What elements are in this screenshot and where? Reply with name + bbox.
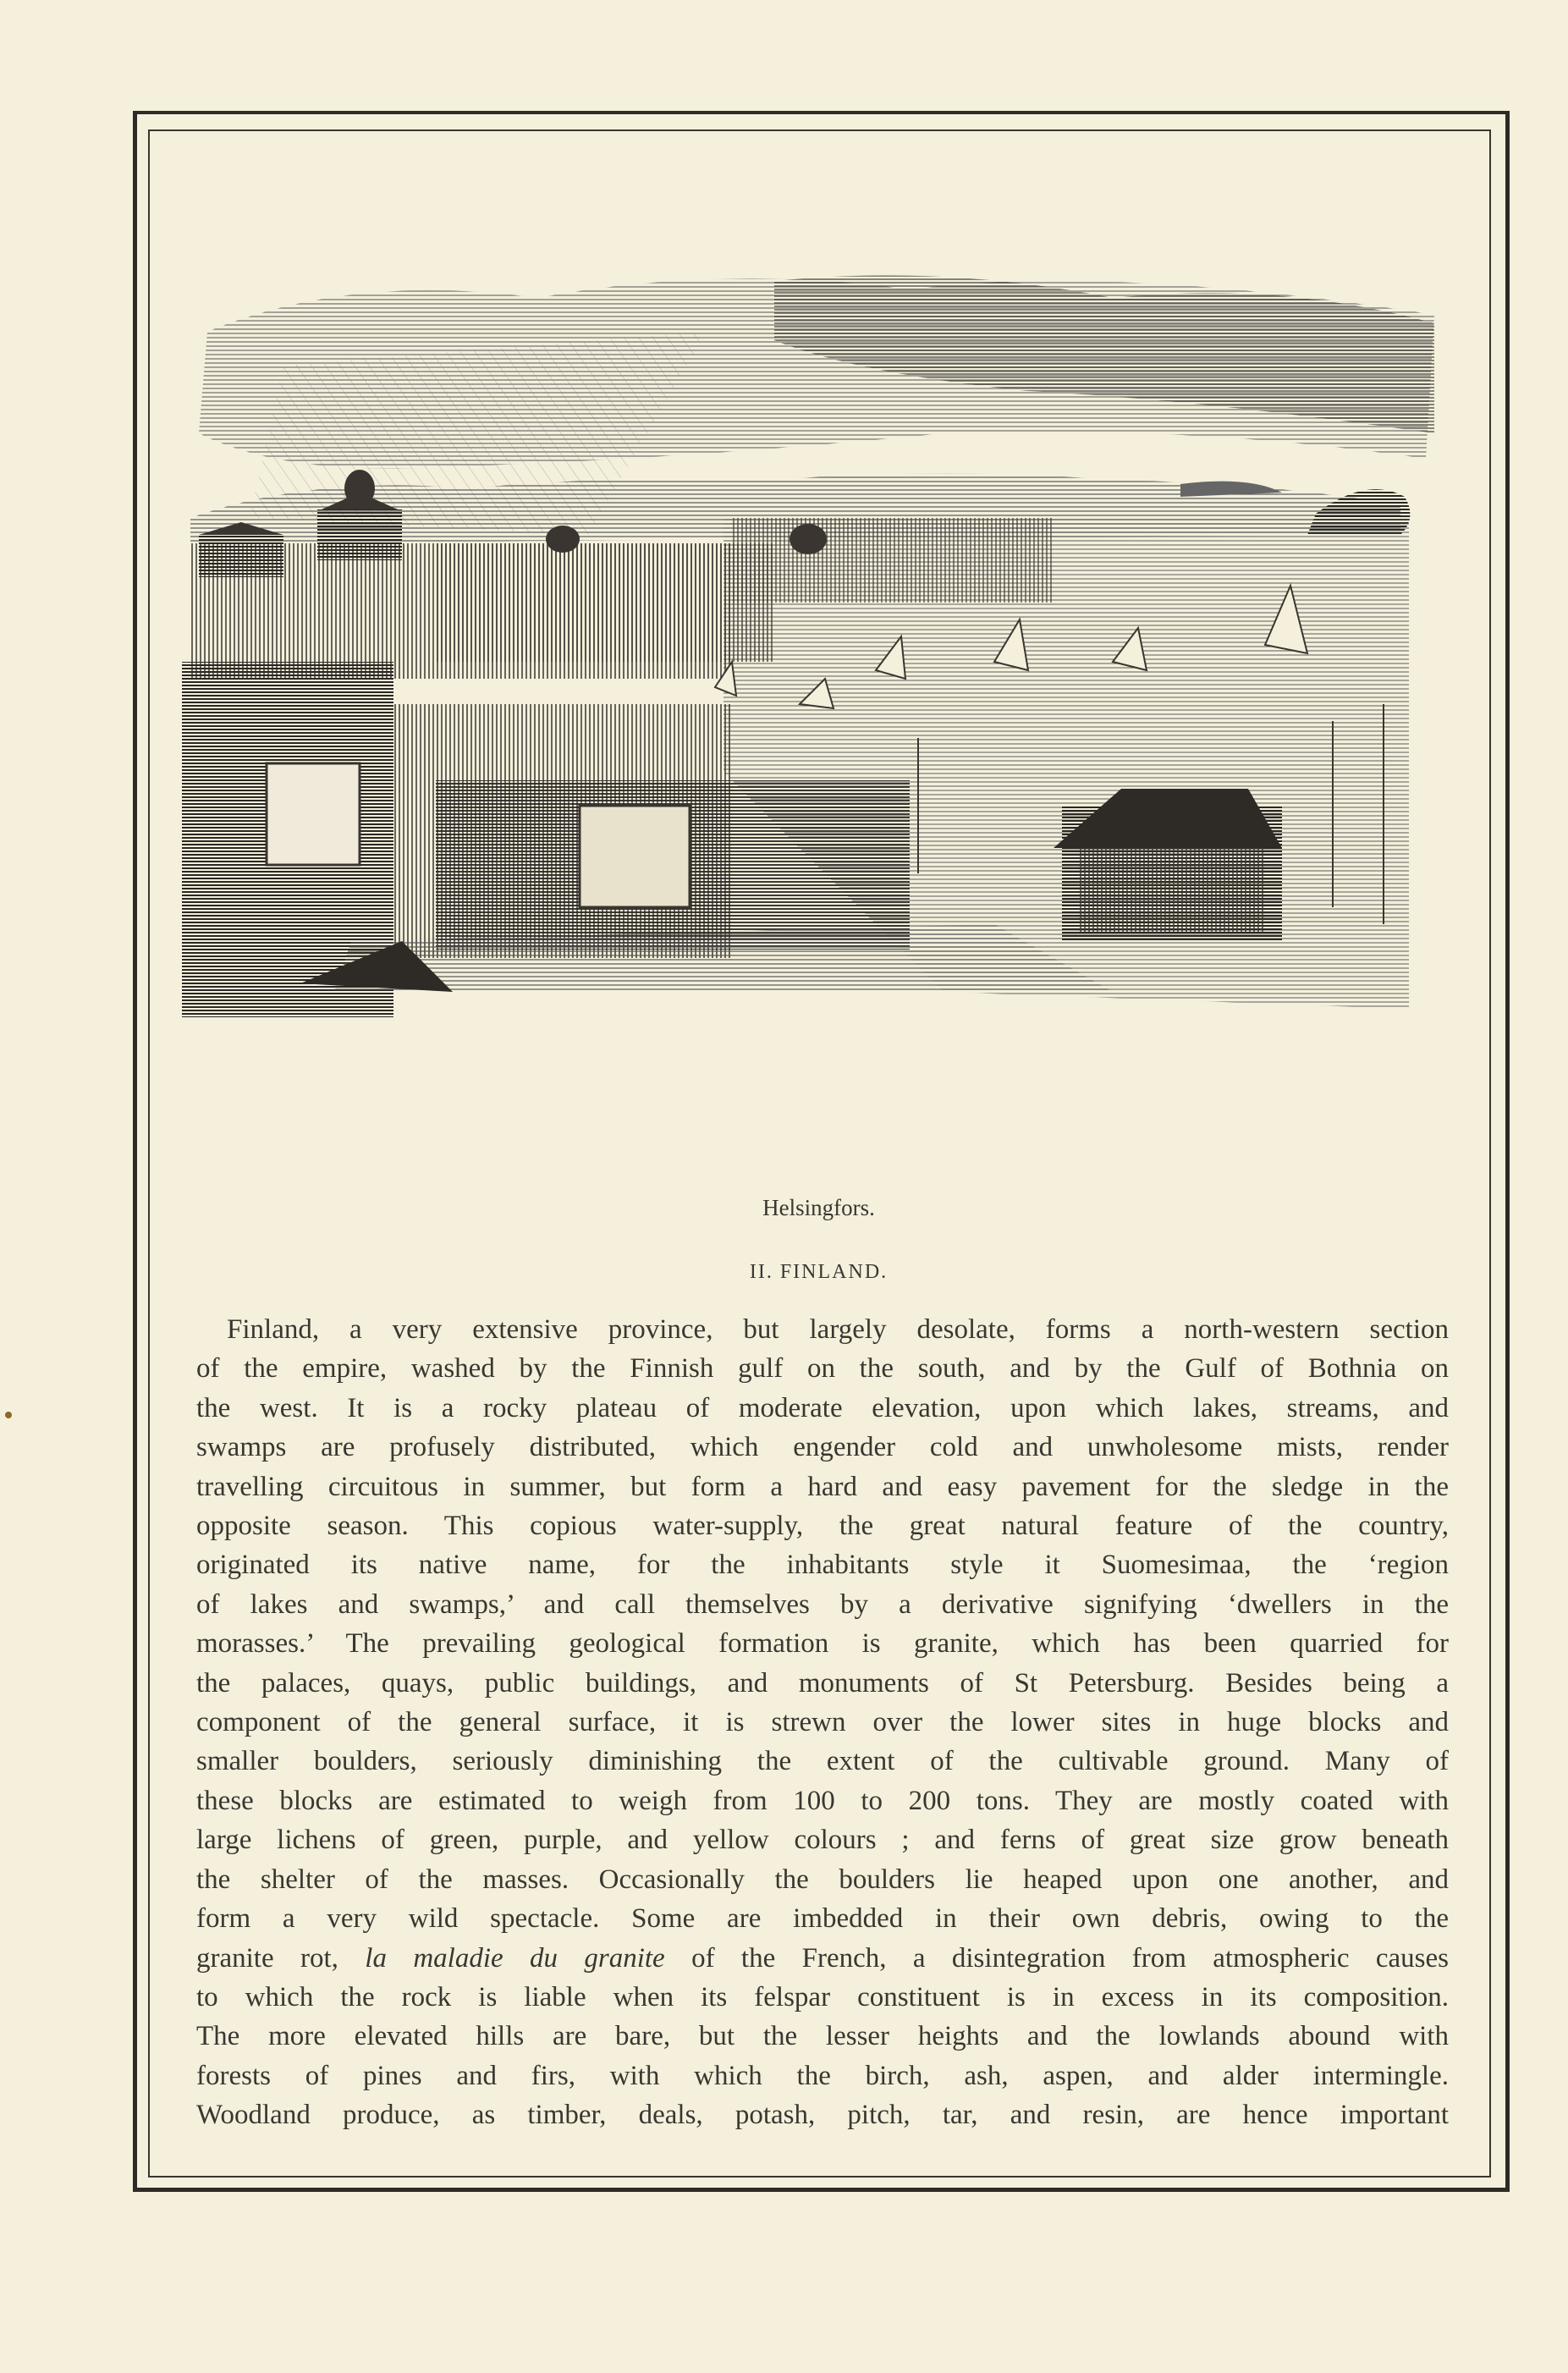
text-line: travelling circuitous in summer, but form a hard and easy pavement for the sledge in the xyxy=(196,1471,1449,1502)
text-line: swamps are profusely distributed, which engender cold and unwholesome mists, render xyxy=(196,1432,1449,1463)
text-line: of the empire, washed by the Finnish gulf on the south, and by the Gulf of Bothnia on xyxy=(196,1353,1449,1385)
text-line: forests of pines and firs, with which the birch, ash, aspen, and alder intermingle. xyxy=(196,2060,1449,2091)
text-line: smaller boulders, seriously diminishing the extent of the cultivable ground. Many of xyxy=(196,1746,1449,1777)
text-segment: of the French, a disintegration from atmospheric causes xyxy=(664,1942,1450,1974)
text-line: large lichens of green, purple, and yellow colours ; and ferns of great size grow beneath xyxy=(196,1825,1449,1856)
text-line: the palaces, quays, public buildings, and monuments of St Petersburg. Besides being a xyxy=(196,1667,1449,1699)
text-line xyxy=(196,1939,1449,1978)
text-line: component of the general surface, it is strewn over the lower sites in huge blocks and xyxy=(196,1707,1449,1738)
text-segment: granite rot, xyxy=(196,1942,366,1974)
italic-phrase: la maladie du granite xyxy=(365,1942,665,1974)
text-line: the west. It is a rocky plateau of moderate elevation, upon which lakes, streams, and xyxy=(196,1392,1449,1423)
text-line: morasses.’ The prevailing geological formation is granite, which has been quarried for xyxy=(196,1628,1449,1660)
text-line: Woodland produce, as timber, deals, potash, pitch, tar, and resin, are hence important xyxy=(196,2100,1449,2131)
illustration-caption: Helsingfors. xyxy=(762,1195,875,1220)
helsingfors-engraving xyxy=(182,264,1456,1178)
text-line: the shelter of the masses. Occasionally the boulders lie heaped upon one another, and xyxy=(196,1864,1449,1895)
text-line: of lakes and swamps,’ and call themselves by a derivative signifying ‘dwellers in the xyxy=(196,1588,1449,1620)
text-line: to which the rock is liable when its felspar constituent is in excess in its composition. xyxy=(196,1981,1449,2012)
text-line: Finland, a very extensive province, but largely desolate, forms a north-western section xyxy=(227,1314,1449,1345)
paper-speck xyxy=(5,1412,12,1418)
text-line: form a very wild spectacle. Some are imbedded in their own debris, owing to the xyxy=(196,1903,1449,1935)
text-line: these blocks are estimated to weigh from 100 to 200 tons. They are mostly coated with xyxy=(196,1785,1449,1816)
body-text xyxy=(196,1310,1449,2135)
text-line: opposite season. This copious water-supply, the great natural feature of the country, xyxy=(196,1511,1449,1542)
section-heading: II. FINLAND. xyxy=(749,1261,889,1283)
text-line: The more elevated hills are bare, but the lesser heights and the lowlands abound with xyxy=(196,2021,1449,2052)
text-line: originated its native name, for the inhabitants style it Suomesimaa, the ‘region xyxy=(196,1550,1449,1581)
